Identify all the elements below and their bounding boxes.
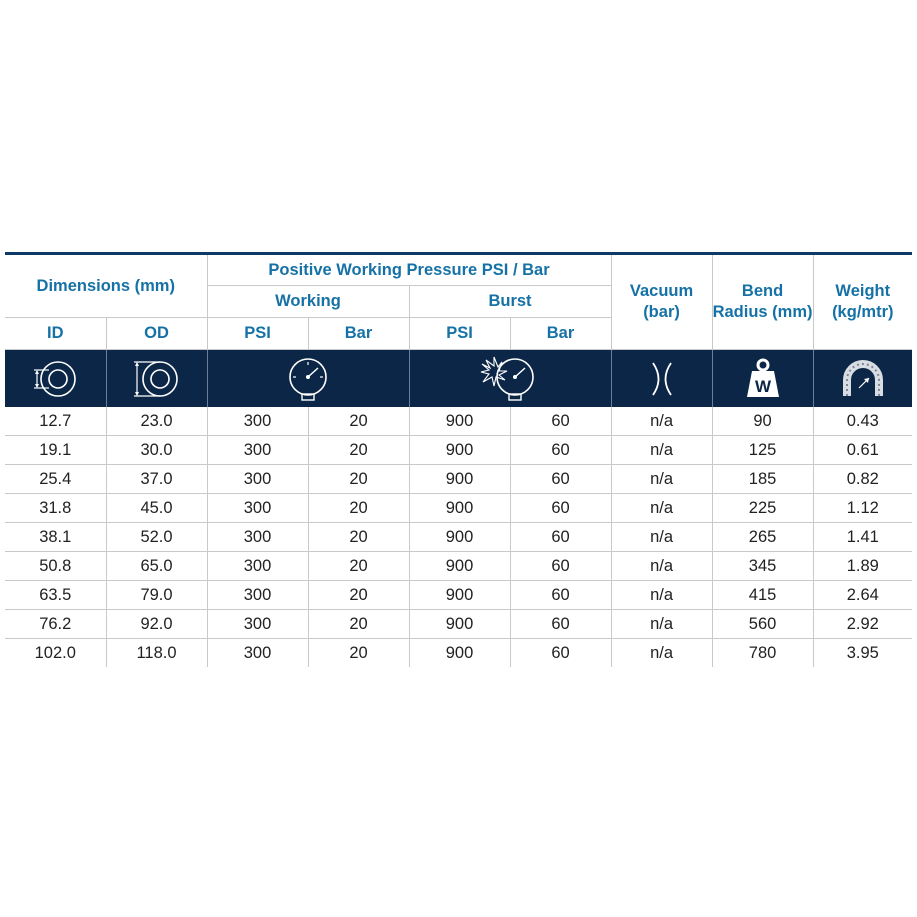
weight-cell: 2.64 [813,581,912,610]
bar-burst-cell: 60 [510,407,611,436]
icon-band [5,350,912,408]
psi-burst-cell: 900 [409,494,510,523]
psi-burst-cell: 900 [409,639,510,668]
table-row [5,639,912,668]
id-cell: 38.1 [5,523,106,552]
bend-radius-cell: 185 [712,465,813,494]
bend-radius-cell: 345 [712,552,813,581]
table-row [5,581,912,610]
vacuum-cell: n/a [611,523,712,552]
od-cell: 79.0 [106,581,207,610]
psi-burst-header: PSI [409,318,510,350]
vacuum-cell: n/a [611,610,712,639]
psi-working-cell: 300 [207,639,308,668]
bar-working-cell: 20 [308,465,409,494]
psi-working-cell: 300 [207,610,308,639]
bar-working-cell: 20 [308,639,409,668]
id-cell: 31.8 [5,494,106,523]
bar-burst-header: Bar [510,318,611,350]
weight-header: Weight (kg/mtr) [813,255,912,350]
psi-burst-cell: 900 [409,610,510,639]
table-row [5,407,912,436]
psi-working-cell: 300 [207,494,308,523]
weight-cell: 1.41 [813,523,912,552]
table-row [5,552,912,581]
bar-working-header: Bar [308,318,409,350]
od-cell: 45.0 [106,494,207,523]
vacuum-cell: n/a [611,407,712,436]
od-cell: 37.0 [106,465,207,494]
bar-working-cell: 20 [308,523,409,552]
weight-cell: 1.12 [813,494,912,523]
bar-working-cell: 20 [308,581,409,610]
od-cell: 30.0 [106,436,207,465]
bar-burst-cell: 60 [510,639,611,668]
od-cell: 92.0 [106,610,207,639]
burst-header: Burst [409,286,611,318]
weight-cell: 3.95 [846,643,879,662]
psi-working-cell: 300 [207,465,308,494]
psi-working-cell: 300 [207,436,308,465]
table-row [5,610,912,639]
bend-radius-header: Bend Radius (mm) [712,255,813,350]
psi-working-cell: 300 [207,581,308,610]
table-row [5,436,912,465]
weight-block-icon [712,350,813,408]
weight-cell: 0.82 [813,465,912,494]
bar-working-cell: 20 [308,436,409,465]
vacuum-cell: n/a [611,494,712,523]
psi-burst-cell: 900 [409,407,510,436]
weight-cell: 0.61 [813,436,912,465]
pressure-gauge-icon [207,350,409,408]
hose-spec-table [5,255,912,667]
psi-working-cell: 300 [207,552,308,581]
table-row [5,494,912,523]
working-header: Working [207,286,409,318]
bend-radius-cell: 415 [712,581,813,610]
positive-pressure-header: Positive Working Pressure PSI / Bar [207,255,611,286]
psi-burst-cell: 900 [409,552,510,581]
id-cell: 19.1 [5,436,106,465]
id-cell: 76.2 [5,610,106,639]
psi-burst-cell: 900 [409,581,510,610]
vacuum-cell: n/a [611,581,712,610]
bar-burst-cell: 60 [510,436,611,465]
bar-burst-cell: 60 [510,610,611,639]
inner-diameter-icon [5,350,106,408]
bar-working-cell: 20 [308,610,409,639]
dimensions-header: Dimensions (mm) [5,255,207,318]
bar-burst-cell: 60 [510,465,611,494]
vacuum-icon [611,350,712,408]
burst-gauge-icon [409,350,611,408]
weight-cell: 0.43 [813,407,912,436]
psi-working-cell: 300 [207,407,308,436]
id-cell: 50.8 [5,552,106,581]
outer-diameter-icon [106,350,207,408]
psi-working-header: PSI [207,318,308,350]
weight-cell: 1.89 [813,552,912,581]
bar-working-cell: 20 [308,552,409,581]
psi-burst-cell: 900 [409,523,510,552]
bar-working-cell: 20 [308,407,409,436]
bend-radius-cell: 125 [712,436,813,465]
bend-radius-cell: 90 [712,407,813,436]
od-header: OD [106,318,207,350]
bar-working-cell: 20 [308,494,409,523]
bar-burst-cell: 60 [510,523,611,552]
psi-working-cell: 300 [207,523,308,552]
od-cell: 118.0 [106,639,207,668]
bend-radius-icon [813,350,912,408]
bend-radius-cell: 265 [712,523,813,552]
bend-radius-cell: 225 [712,494,813,523]
bend-radius-cell: 560 [712,610,813,639]
id-header: ID [5,318,106,350]
bar-burst-cell: 60 [510,552,611,581]
svg-text:W: W [754,376,771,396]
od-cell: 23.0 [106,407,207,436]
vacuum-cell: n/a [611,436,712,465]
id-cell: 102.0 [5,639,106,668]
id-cell: 12.7 [5,407,106,436]
weight-cell: 2.92 [813,610,912,639]
vacuum-cell: n/a [611,465,712,494]
bend-radius-cell: 780 [712,639,813,668]
bar-burst-cell: 60 [510,581,611,610]
od-cell: 65.0 [106,552,207,581]
od-cell: 52.0 [106,523,207,552]
table-row [5,465,912,494]
vacuum-cell: n/a [611,552,712,581]
bar-burst-cell: 60 [510,494,611,523]
psi-burst-cell: 900 [409,465,510,494]
id-cell: 25.4 [5,465,106,494]
vacuum-header: Vacuum (bar) [611,255,712,350]
psi-burst-cell: 900 [409,436,510,465]
id-cell: 63.5 [5,581,106,610]
table-row [5,523,912,552]
vacuum-cell: n/a [611,639,712,668]
